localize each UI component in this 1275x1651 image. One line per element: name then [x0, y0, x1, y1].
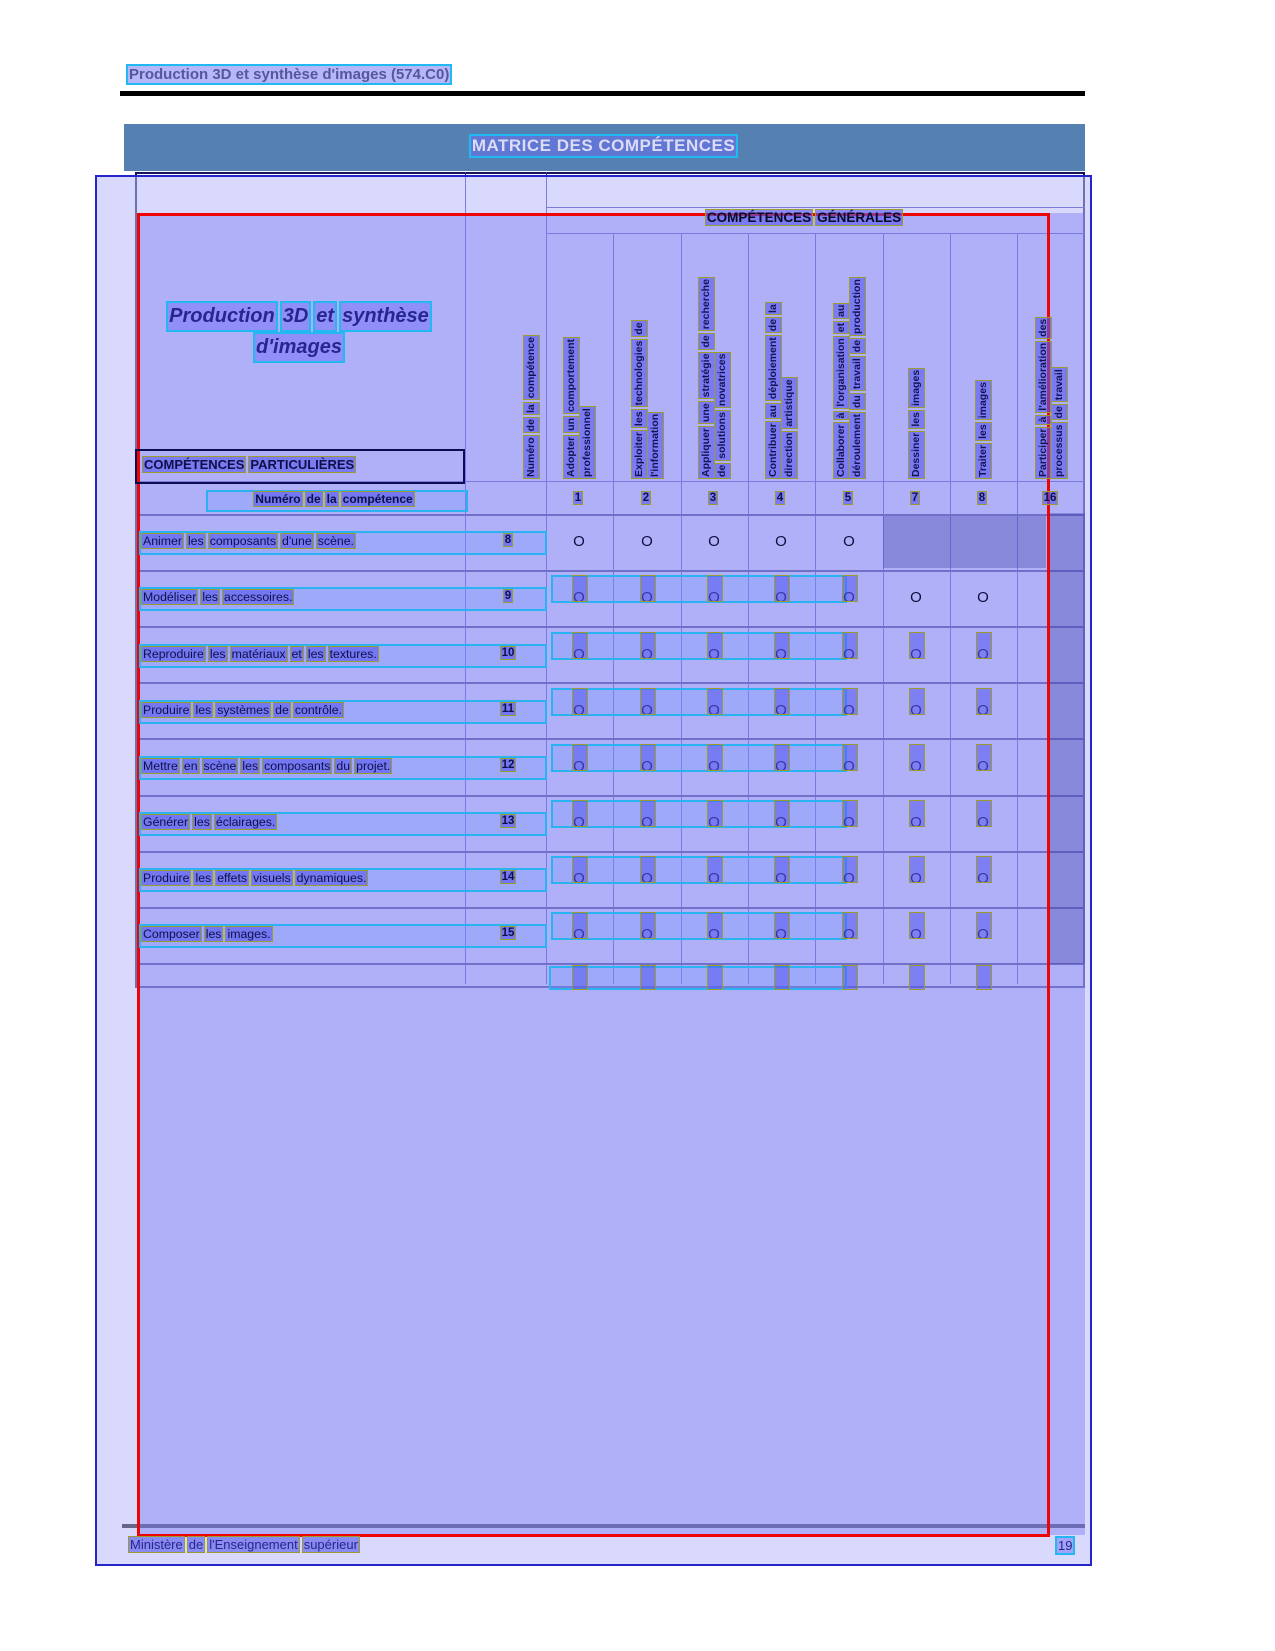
- word-highlight-box: travail: [1051, 367, 1068, 402]
- mark-overlay-box: [774, 688, 790, 715]
- word-highlight-box: les: [209, 647, 226, 661]
- word-highlight-box: un: [563, 416, 580, 433]
- mark-overlay-box: [842, 800, 858, 827]
- bottom-strip-box: [976, 965, 992, 990]
- word-highlight-box: Numéro: [523, 435, 540, 479]
- mark-overlay-box: [774, 856, 790, 883]
- word-highlight-box: Traiter: [975, 443, 992, 479]
- word-highlight-box: recherche: [698, 277, 715, 331]
- word-highlight-box: les: [187, 534, 204, 548]
- mark-o: O: [708, 533, 720, 550]
- marks-highlight-band: [551, 632, 847, 660]
- word-highlight-box: les: [195, 703, 212, 717]
- word-highlight-box: effets: [217, 871, 248, 885]
- marks-highlight-band: [551, 912, 847, 940]
- mark-overlay-box: [842, 575, 858, 602]
- word-highlight-box: déploiement: [765, 335, 782, 401]
- mark-o: O: [641, 533, 653, 550]
- number-highlight-box: 2: [642, 492, 650, 504]
- mark-overlay-box: [909, 800, 925, 827]
- general-competency-number: [975, 491, 991, 505]
- page-header-title-text: Production 3D et synthèse d'images (574.C0): [126, 64, 452, 85]
- word-highlight-box: systèmes: [217, 703, 270, 717]
- word-highlight-box: de: [1051, 404, 1068, 420]
- word-highlight-box: PARTICULIÈRES: [250, 457, 355, 472]
- word-highlight-box: d'une: [282, 534, 312, 548]
- word-highlight-box: Exploiter: [631, 430, 648, 479]
- word-highlight-box: de: [523, 417, 540, 433]
- mark-overlay-box: [774, 912, 790, 939]
- word-highlight-box: et: [313, 301, 337, 332]
- word-highlight-box: de: [765, 317, 782, 333]
- row-label: [141, 589, 296, 605]
- program-title-line2: [253, 336, 347, 358]
- number-highlight-box: 12: [501, 759, 515, 771]
- general-competency-header: [849, 229, 865, 479]
- mark-o: O: [573, 533, 585, 550]
- word-highlight-box: Mettre: [143, 759, 178, 773]
- page-header-title: [126, 64, 454, 85]
- mark-overlay-box: [707, 632, 723, 659]
- general-competency-header: [714, 229, 730, 479]
- number-highlight-box: 13: [501, 815, 515, 827]
- row-number: [498, 814, 520, 828]
- word-highlight-box: dynamiques.: [296, 871, 367, 885]
- number-highlight-box: 11: [501, 703, 515, 715]
- general-competency-header: [781, 229, 797, 479]
- word-highlight-box: en: [183, 759, 198, 773]
- word-highlight-box: supérieur: [303, 1537, 358, 1552]
- row-number: [498, 870, 520, 884]
- word-highlight-box: l'Enseignement: [209, 1537, 298, 1552]
- numero-column-vertical-label: [523, 229, 539, 479]
- general-competency-header: [563, 229, 579, 479]
- word-highlight-box: de: [849, 338, 866, 354]
- word-highlight-box: et: [291, 647, 302, 661]
- number-highlight-box: 14: [501, 871, 515, 883]
- general-competency-header: [975, 229, 991, 479]
- mark-o: O: [843, 533, 855, 550]
- mark-overlay-box: [640, 575, 656, 602]
- mark-overlay-box: [640, 856, 656, 883]
- marks-highlight-band: [551, 744, 847, 772]
- mark-overlay-box: [572, 575, 588, 602]
- word-highlight-box: travail: [849, 356, 866, 391]
- general-competency-number: [1040, 491, 1062, 505]
- word-highlight-box: production: [849, 277, 866, 336]
- mark-overlay-box: [572, 632, 588, 659]
- general-competency-number: [773, 491, 789, 505]
- general-competency-header: [698, 229, 714, 479]
- mark-overlay-box: [842, 744, 858, 771]
- numero-row-text: [253, 492, 416, 506]
- word-highlight-box: Collaborer: [833, 422, 850, 479]
- row-label: [141, 533, 358, 549]
- bottom-strip-box: [774, 965, 790, 990]
- number-highlight-box: 8: [504, 534, 512, 546]
- word-highlight-box: projet.: [356, 759, 391, 773]
- mark-overlay-box: [976, 856, 992, 883]
- word-highlight-box: l'organisation: [833, 336, 850, 408]
- number-highlight-box: 10: [501, 647, 515, 659]
- word-highlight-box: novatrices: [714, 352, 731, 409]
- marks-highlight-band: [551, 800, 847, 828]
- word-highlight-box: de: [714, 463, 731, 479]
- word-highlight-box: du: [336, 759, 351, 773]
- mark-overlay-box: [572, 744, 588, 771]
- word-highlight-box: de: [275, 703, 289, 717]
- number-highlight-box: 3: [709, 492, 717, 504]
- general-competency-header: [765, 229, 781, 479]
- number-highlight-box: 1: [574, 492, 582, 504]
- word-highlight-box: synthèse: [339, 301, 432, 332]
- banner-title-text: MATRICE DES COMPÉTENCES: [469, 134, 738, 158]
- word-highlight-box: au: [833, 303, 850, 319]
- word-highlight-box: scène.: [317, 534, 354, 548]
- general-competency-header: [1035, 229, 1051, 479]
- mark-overlay-box: [842, 688, 858, 715]
- word-highlight-box: Adopter: [563, 435, 580, 479]
- row-label: [141, 646, 381, 662]
- word-highlight-box: l'information: [647, 412, 664, 479]
- word-highlight-box: les: [242, 759, 259, 773]
- word-highlight-box: composants: [209, 534, 276, 548]
- footer-ministry: [128, 1536, 362, 1553]
- bottom-strip-band: [549, 966, 847, 990]
- mark-overlay-box: [572, 800, 588, 827]
- number-highlight-box: 9: [504, 590, 512, 602]
- row-label: [141, 702, 346, 718]
- mark-overlay-box: [976, 744, 992, 771]
- word-highlight-box: les: [195, 871, 212, 885]
- word-highlight-box: la: [326, 492, 337, 506]
- word-highlight-box: du: [849, 393, 866, 410]
- word-highlight-box: COMPÉTENCES: [144, 457, 245, 472]
- mark-overlay-box: [976, 800, 992, 827]
- general-competencies-header: [600, 209, 1010, 226]
- marks-highlight-band: [551, 688, 847, 716]
- mark-overlay-box: [640, 800, 656, 827]
- word-highlight-box: professionnel: [579, 406, 596, 479]
- general-competency-header: [579, 229, 595, 479]
- mark-overlay-box: [640, 744, 656, 771]
- mark-o: O: [775, 533, 787, 550]
- numero-row-label: [206, 491, 464, 507]
- mark-overlay-box: [909, 744, 925, 771]
- word-highlight-box: à: [1035, 415, 1052, 425]
- word-highlight-box: les: [205, 927, 222, 941]
- number-highlight-box: 4: [776, 492, 784, 504]
- mark-overlay-box: [976, 632, 992, 659]
- word-highlight-box: Production: [166, 301, 278, 332]
- mark-overlay-box: [909, 856, 925, 883]
- word-highlight-box: comportement: [563, 337, 580, 414]
- row-number: [498, 758, 520, 772]
- word-highlight-box: compétence: [523, 335, 540, 400]
- word-highlight-box: Numéro: [255, 492, 301, 506]
- word-highlight-box: Produire: [143, 703, 190, 717]
- word-highlight-box: des: [1035, 317, 1052, 339]
- general-competency-header: [833, 229, 849, 479]
- row-number: [498, 926, 520, 940]
- mark-overlay-box: [842, 632, 858, 659]
- program-title-line1: [166, 305, 434, 327]
- particular-competencies-header: [142, 456, 358, 473]
- row-label: [141, 870, 370, 886]
- mark-overlay-box: [707, 800, 723, 827]
- mark-overlay-box: [707, 856, 723, 883]
- word-highlight-box: les: [194, 815, 210, 829]
- word-highlight-box: la: [765, 302, 782, 315]
- number-highlight-box: 16: [1043, 492, 1057, 504]
- word-highlight-box: 3D: [280, 301, 312, 332]
- general-header-text: [705, 210, 905, 225]
- word-highlight-box: artistique: [781, 377, 798, 428]
- row-number: [498, 533, 520, 547]
- footer-ministry-text: [128, 1537, 362, 1552]
- mark-overlay-box: [909, 912, 925, 939]
- footer-page-number: [1055, 1536, 1077, 1555]
- mark-overlay-box: [707, 575, 723, 602]
- word-highlight-box: technologies: [631, 339, 648, 408]
- word-highlight-box: à: [833, 411, 850, 421]
- word-highlight-box: Générer: [143, 815, 189, 829]
- mark-overlay-box: [909, 632, 925, 659]
- word-highlight-box: Contribuer: [765, 421, 782, 479]
- word-highlight-box: au: [765, 403, 782, 419]
- mark-overlay-box: [976, 912, 992, 939]
- mark-overlay-box: [640, 632, 656, 659]
- word-highlight-box: composants: [264, 759, 331, 773]
- mark-overlay-box: [774, 575, 790, 602]
- mark-o: O: [977, 589, 989, 606]
- particular-header-text: [142, 457, 358, 472]
- program-title: [147, 301, 453, 363]
- mark-overlay-box: [774, 800, 790, 827]
- word-highlight-box: une: [698, 401, 715, 424]
- footer-page-text: 19: [1055, 1536, 1075, 1555]
- mark-overlay-box: [707, 688, 723, 715]
- word-highlight-box: de: [188, 1537, 204, 1552]
- general-competency-header: [1051, 229, 1067, 479]
- word-highlight-box: éclairages.: [215, 815, 276, 829]
- word-highlight-box: de: [631, 320, 648, 336]
- word-highlight-box: Reproduire: [143, 647, 204, 661]
- word-highlight-box: Ministère: [130, 1537, 183, 1552]
- mark-overlay-box: [572, 912, 588, 939]
- mark-overlay-box: [842, 912, 858, 939]
- number-highlight-box: 7: [911, 492, 919, 504]
- word-highlight-box: contrôle.: [294, 703, 343, 717]
- bottom-strip-box: [640, 965, 656, 990]
- mark-overlay-box: [640, 912, 656, 939]
- word-highlight-box: COMPÉTENCES: [706, 210, 812, 225]
- word-highlight-box: les: [908, 410, 925, 429]
- row-number: [498, 589, 520, 603]
- mark-overlay-box: [842, 856, 858, 883]
- word-highlight-box: de: [698, 333, 715, 349]
- mark-overlay-box: [640, 688, 656, 715]
- word-highlight-box: images.: [227, 927, 271, 941]
- bottom-strip-box: [572, 965, 588, 990]
- word-highlight-box: Dessiner: [908, 431, 925, 479]
- row-label: [141, 926, 275, 942]
- general-competency-number: [571, 491, 587, 505]
- general-competency-number: [639, 491, 655, 505]
- word-highlight-box: direction: [781, 431, 798, 479]
- bottom-strip-box: [842, 965, 858, 990]
- word-highlight-box: et: [833, 321, 850, 334]
- word-highlight-box: les: [631, 409, 648, 428]
- word-highlight-box: accessoires.: [224, 590, 293, 604]
- word-highlight-box: Composer: [143, 927, 200, 941]
- word-highlight-box: solutions: [714, 410, 731, 461]
- word-highlight-box: scène: [203, 759, 237, 773]
- bottom-strip-box: [707, 965, 723, 990]
- word-highlight-box: GÉNÉRALES: [817, 210, 902, 225]
- word-highlight-box: textures.: [329, 647, 377, 661]
- word-highlight-box: déroulement: [849, 412, 866, 479]
- mark-overlay-box: [707, 912, 723, 939]
- number-highlight-box: 8: [978, 492, 986, 504]
- mark-overlay-box: [572, 688, 588, 715]
- mark-overlay-box: [909, 688, 925, 715]
- marks-highlight-band: [551, 575, 847, 603]
- general-competency-header: [908, 229, 924, 479]
- word-highlight-box: de: [306, 492, 321, 506]
- word-highlight-box: visuels: [253, 871, 291, 885]
- mark-overlay-box: [572, 856, 588, 883]
- word-highlight-box: stratégie: [698, 352, 715, 400]
- word-highlight-box: les: [307, 647, 324, 661]
- mark-overlay-box: [774, 744, 790, 771]
- word-highlight-box: compétence: [342, 492, 413, 506]
- number-highlight-box: 15: [501, 927, 515, 939]
- marks-highlight-band: [551, 856, 847, 884]
- general-competency-number: [908, 491, 924, 505]
- word-highlight-box: matériaux: [231, 647, 286, 661]
- general-competency-number: [706, 491, 722, 505]
- word-highlight-box: les: [202, 590, 219, 604]
- word-highlight-box: la: [523, 402, 540, 415]
- mark-o: O: [910, 589, 922, 606]
- word-highlight-box: Produire: [143, 871, 190, 885]
- word-highlight-box: images: [975, 380, 992, 420]
- row-label: [141, 758, 394, 774]
- mark-overlay-box: [707, 744, 723, 771]
- row-label: [141, 814, 279, 830]
- general-competency-number: [841, 491, 857, 505]
- numero-vertical-text: [525, 333, 537, 479]
- mark-overlay-box: [976, 688, 992, 715]
- mark-overlay-box: [774, 632, 790, 659]
- word-highlight-box: les: [975, 422, 992, 441]
- word-highlight-box: d'images: [253, 332, 345, 363]
- number-highlight-box: 5: [844, 492, 852, 504]
- row-number: [498, 646, 520, 660]
- bottom-strip-box: [909, 965, 925, 990]
- general-competency-header: [631, 229, 647, 479]
- row-number: [498, 702, 520, 716]
- word-highlight-box: Appliquer: [698, 426, 715, 479]
- word-highlight-box: Modéliser: [143, 590, 197, 604]
- word-highlight-box: processus: [1051, 422, 1068, 479]
- word-highlight-box: images: [908, 368, 925, 408]
- general-competency-header: [647, 229, 663, 479]
- word-highlight-box: Participer: [1035, 427, 1052, 479]
- word-highlight-box: l'amélioration: [1035, 341, 1052, 413]
- word-highlight-box: Animer: [143, 534, 182, 548]
